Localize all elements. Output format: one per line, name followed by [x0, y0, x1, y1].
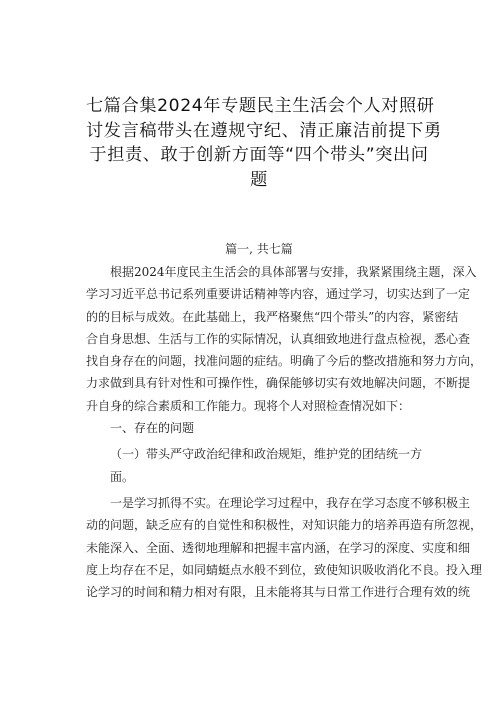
paragraph-line: 动的问题，缺乏应有的自觉性和积极性，对知识能力的培养再造有所忽视， — [86, 518, 483, 533]
title-line: 题 — [250, 169, 268, 190]
subsection-heading: （一）带头严守政治纪律和政治规矩，维护党的团结统一方面。 — [110, 447, 423, 484]
paragraph-line: 根据2024年度民主生活会的具体部署与安排，我紧紧围绕主题，深入 — [110, 265, 477, 279]
body-paragraph — [86, 492, 483, 603]
document-subtitle: 篇一, 共七篇 — [225, 242, 293, 256]
paragraph-line: 学习习近平总书记系列重要讲话精神等内容，通过学习，切实达到了一定 — [86, 287, 471, 302]
paragraph-line: 力求做到具有针对性和可操作性，确保能够切实有效地解决问题，不断提 — [86, 376, 471, 391]
paragraph-line: 的的目标与成效。在此基础上，我严格聚焦“四个带头”的内容，紧密结 — [86, 309, 459, 324]
paragraph-line: 论学习的时间和精力相对有限，且未能将其与日常工作进行合理有效的统 — [86, 585, 471, 600]
paragraph-line: 度上均存在不足，如同蜻蜓点水般不到位，致使知识吸收消化不良。投入理 — [86, 562, 483, 577]
intro-paragraph — [86, 261, 483, 417]
section-heading: 一、存在的问题 — [110, 421, 195, 436]
paragraph-line: 升自身的综合素质和工作能力。现将个人对照检查情况如下： — [86, 398, 411, 413]
paragraph-line: 合自身思想、生活与工作的实际情况，认真细致地进行盘点检视，悉心查 — [86, 331, 471, 346]
paragraph-line: 未能深入、全面、透彻地理解和把握丰富内涵，在学习的深度、实度和细 — [86, 540, 471, 555]
paragraph-line: 找自身存在的问题，找准问题的症结。明确了今后的整改措施和努力方向， — [86, 354, 483, 369]
title-line: 七篇合集2024年专题民主生活会个人对照研 — [86, 96, 435, 116]
title-line: 讨发言稿带头在遵规守纪、清正廉洁前提下勇 — [86, 120, 442, 141]
paragraph-line: 一是学习抓得不实。在理论学习过程中，我存在学习态度不够积极主 — [110, 495, 471, 510]
document-title — [86, 0, 442, 192]
title-line: 于担责、敢于创新方面等“四个带头”突出问 — [89, 145, 429, 165]
